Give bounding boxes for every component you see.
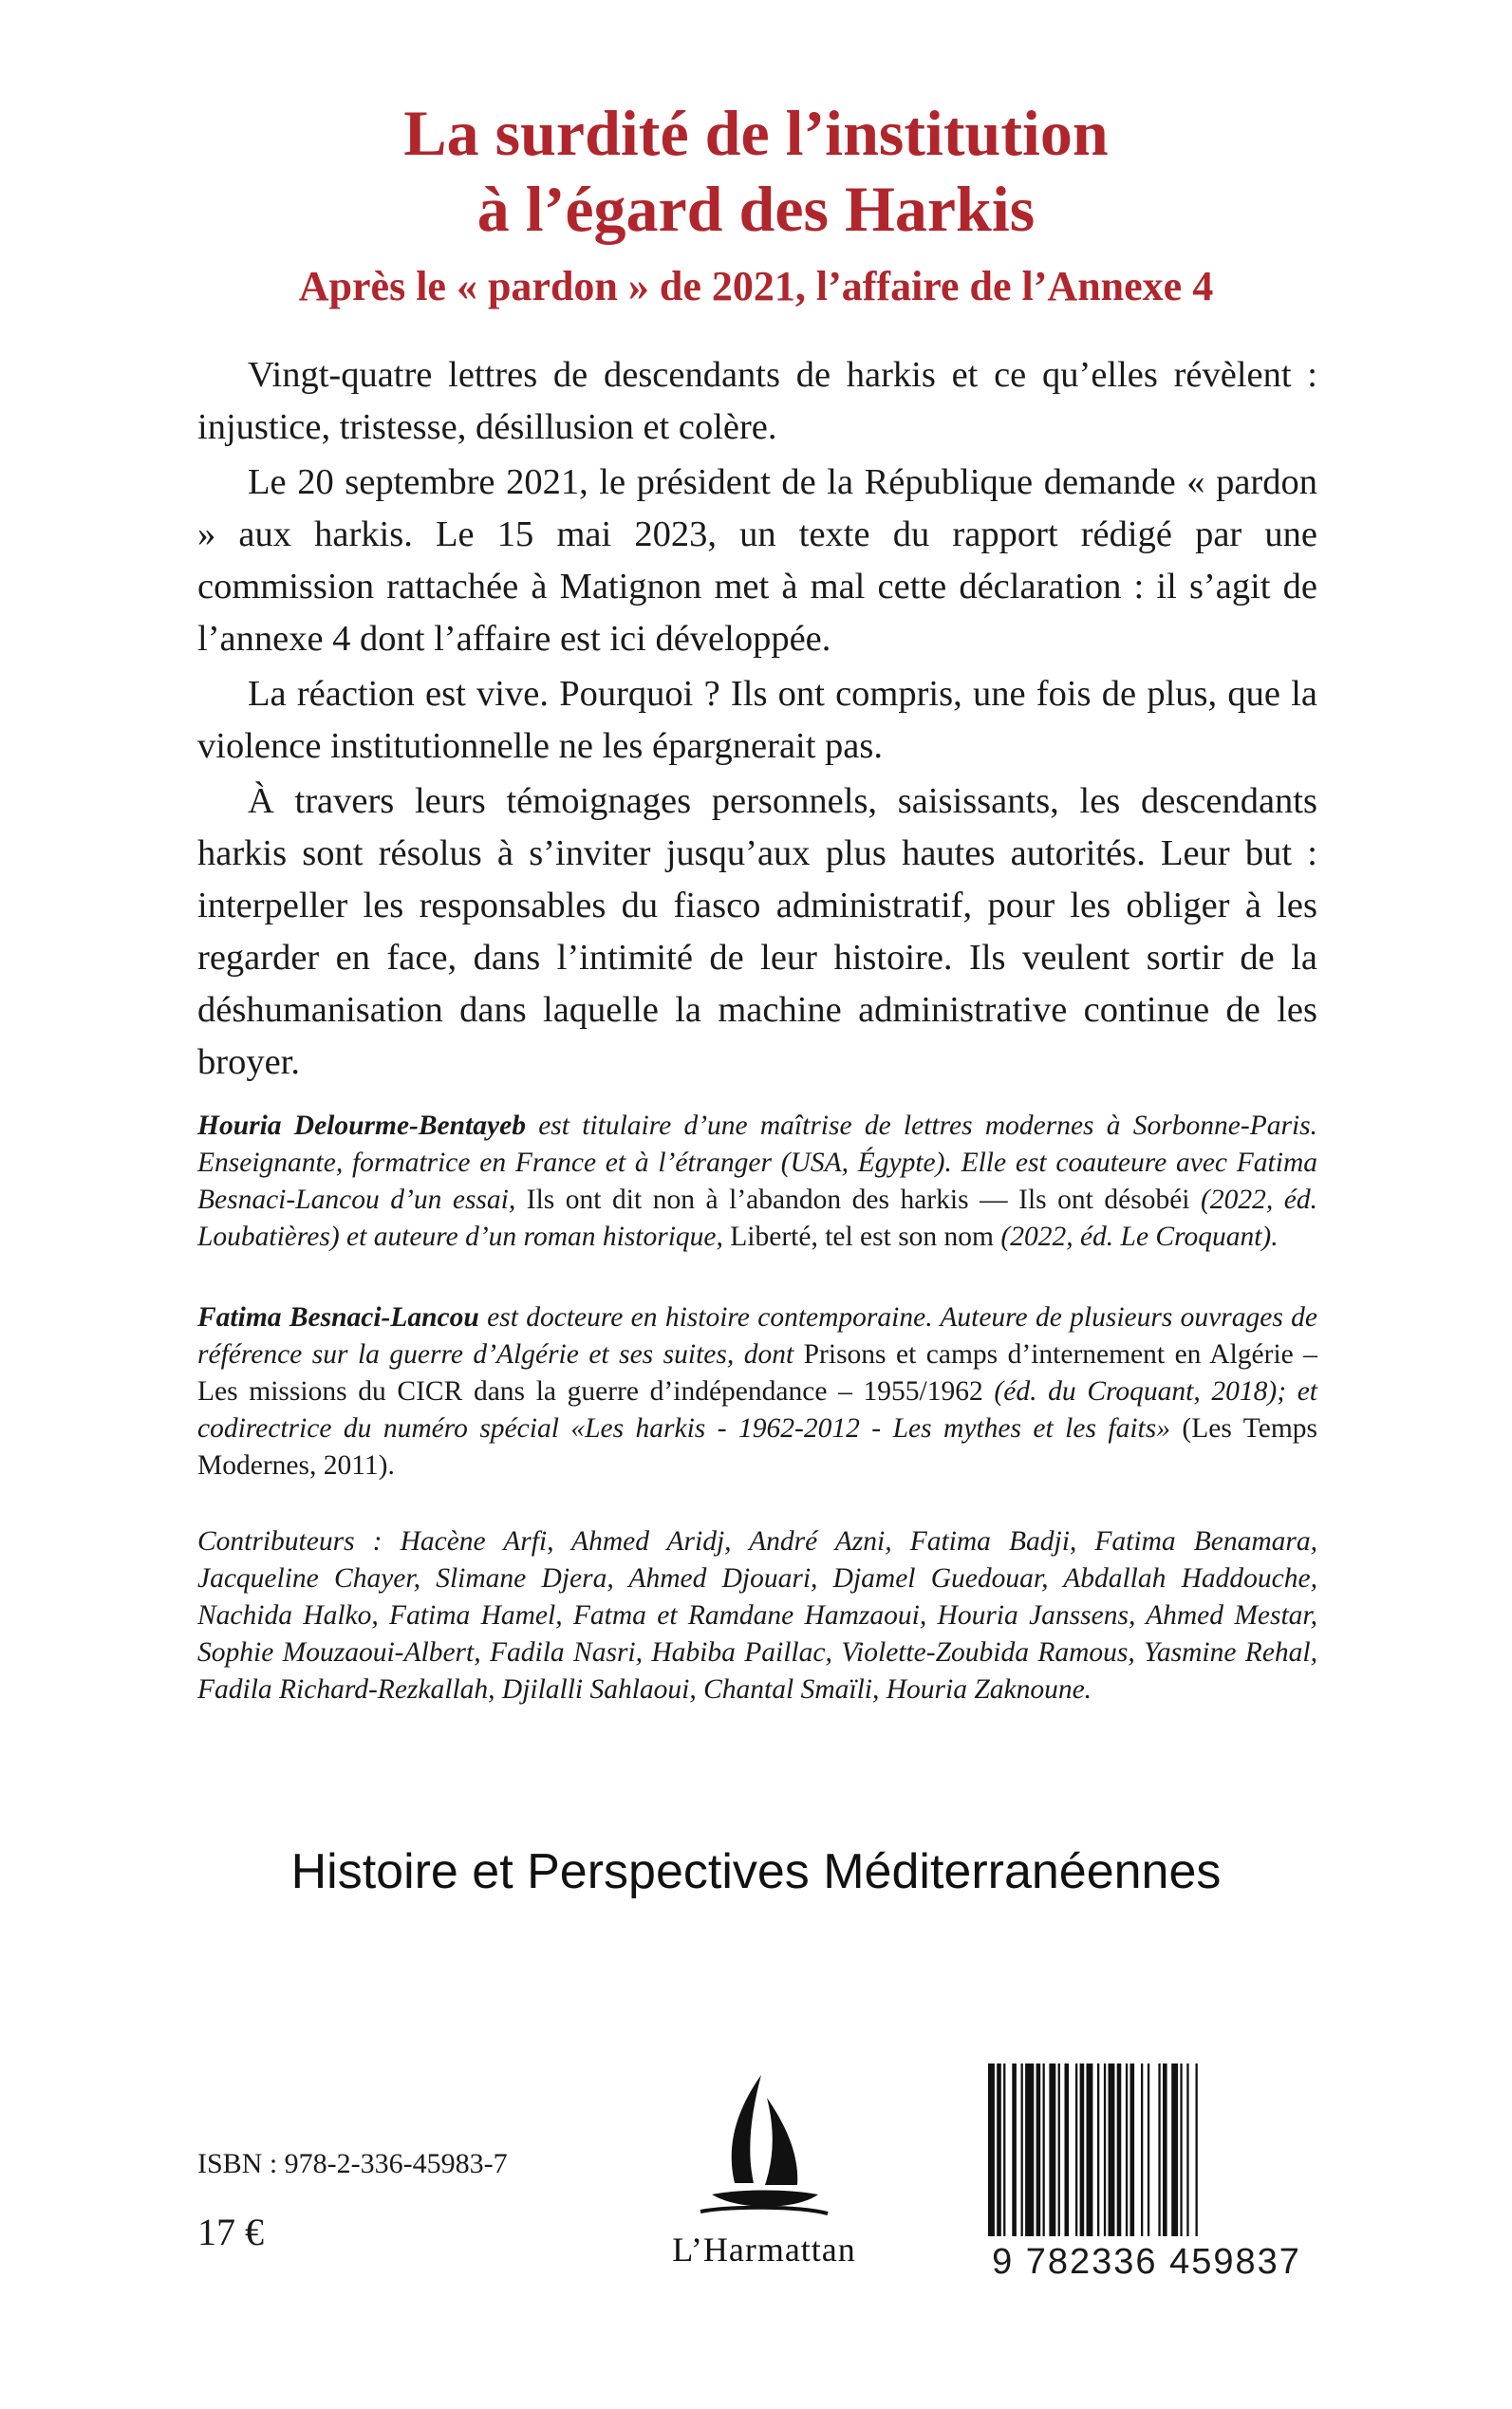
bio-1-text-c: (2022, éd. Le Croquant). [994,1222,1279,1252]
publisher-name: L’Harmattan [672,2231,856,2269]
collection-name: Histoire et Perspectives Méditerranéennes [290,1844,1222,1899]
isbn: ISBN : 978-2-336-45983-7 [197,2148,508,2179]
summary-paragraph-3: La réaction est vive. Pourquoi ? Ils ont compris, une fois de plus, que la violence institutionnelle ne les épargnerait pas. [197,674,1317,766]
summary-text [197,349,1317,1092]
subtitle: Après le « pardon » de 2021, l’affaire de l’Annexe 4 [298,263,1214,309]
author-name-2: Fatima Besnaci-Lancou [197,1302,479,1333]
author-bio-1 [197,1108,1317,1256]
publisher-logo [612,2069,897,2288]
contributors-list: Contributeurs : Hacène Arfi, Ahmed Aridj, André Azni, Fatima Badji, Fatima Benamara, Jacqueline Chayer, Slimane Djera, Ahmed Djouari, Djamel Guedouar, Abdallah Haddouche, Nachida Halko, Fatima Hamel, Fatma et Ramdane Hamzaoui, Houria Janssens, Ahmed Mestar, Sophie Mouzaoui-Albert, Fadila Nasri, Habiba Paillac, Violette-Zoubida Ramous, Yasmine Rehal, Fadila Richard-Rezkallah, Djilalli Sahlaoui, Chantal Smaïli, Houria Zaknoune. [197,1526,1317,1705]
bio-2-book-1: Prisons et camps d’internement en Algérie – Les missions du CICR dans la guerre d’indépendance – 1955/1962 [197,1339,1317,1407]
author-bio-2 [197,1299,1317,1485]
sailboat-icon [655,2069,854,2235]
bio-1-text-a: est titulaire d’une maîtrise de lettres modernes à Sorbonne-Paris. Enseignante, formatrice en France et à l’étranger (USA, Égypte). Elle est coauteure avec Fatima Besnaci-Lancou d’un essai, [197,1111,1318,1215]
price: 17 € [197,2211,264,2253]
bio-2-text-a: est docteure en histoire contemporaine. Auteure de plusieurs ouvrages de référence sur la guerre d’Algérie et ses suites, dont [197,1302,1317,1370]
bio-2-text-b: (éd. du Croquant, 2018); et codirectrice du numéro spécial «Les harkis - 1962-2012 - Les mythes et les faits» [197,1376,1317,1444]
summary-paragraph-4: À travers leurs témoignages personnels, saisissants, les descendants harkis sont résolus à s’inviter jusqu’aux plus hautes autorités. Leur but : interpeller les responsables du fiasco administratif, pour les obliger à les regarder en face, dans l’intimité de leur histoire. Ils veulent sortir de la déshumanisation dans laquelle la machine administrative continue de les broyer. [197,781,1317,1082]
summary-paragraph-2: Le 20 septembre 2021, le président de la République demande « pardon » aux harkis. Le 15 mai 2023, un texte du rapport rédigé par une commission rattachée à Matignon met à mal cette déclaration : il s’agit de l’annexe 4 dont l’affaire est ici développée. [197,462,1317,659]
bio-2-text-c: (Les Temps Modernes, 2011). [197,1413,1317,1481]
summary-paragraph-1: Vingt-quatre lettres de descendants de harkis et ce qu’elles révèlent : injustice, tristesse, désillusion et colère. [197,355,1317,447]
bio-1-book-2: Liberté, tel est son nom [730,1222,994,1252]
title-line-2: à l’égard des Harkis [476,173,1036,245]
barcode-bars-icon [975,2060,1318,2240]
bio-1-text-b: (2022, éd. Loubatières) et auteure d’un roman historique, [197,1185,1318,1252]
barcode-number: 9 782336 459837 [992,2242,1301,2282]
barcode [975,2060,1318,2288]
title-line-1: La surdité de l’institution [403,97,1109,169]
author-name-1: Houria Delourme-Bentayeb [197,1111,526,1141]
bio-1-book-1: Ils ont dit non à l’abandon des harkis — Ils ont désobéi [526,1185,1190,1215]
title-block [0,95,1512,313]
